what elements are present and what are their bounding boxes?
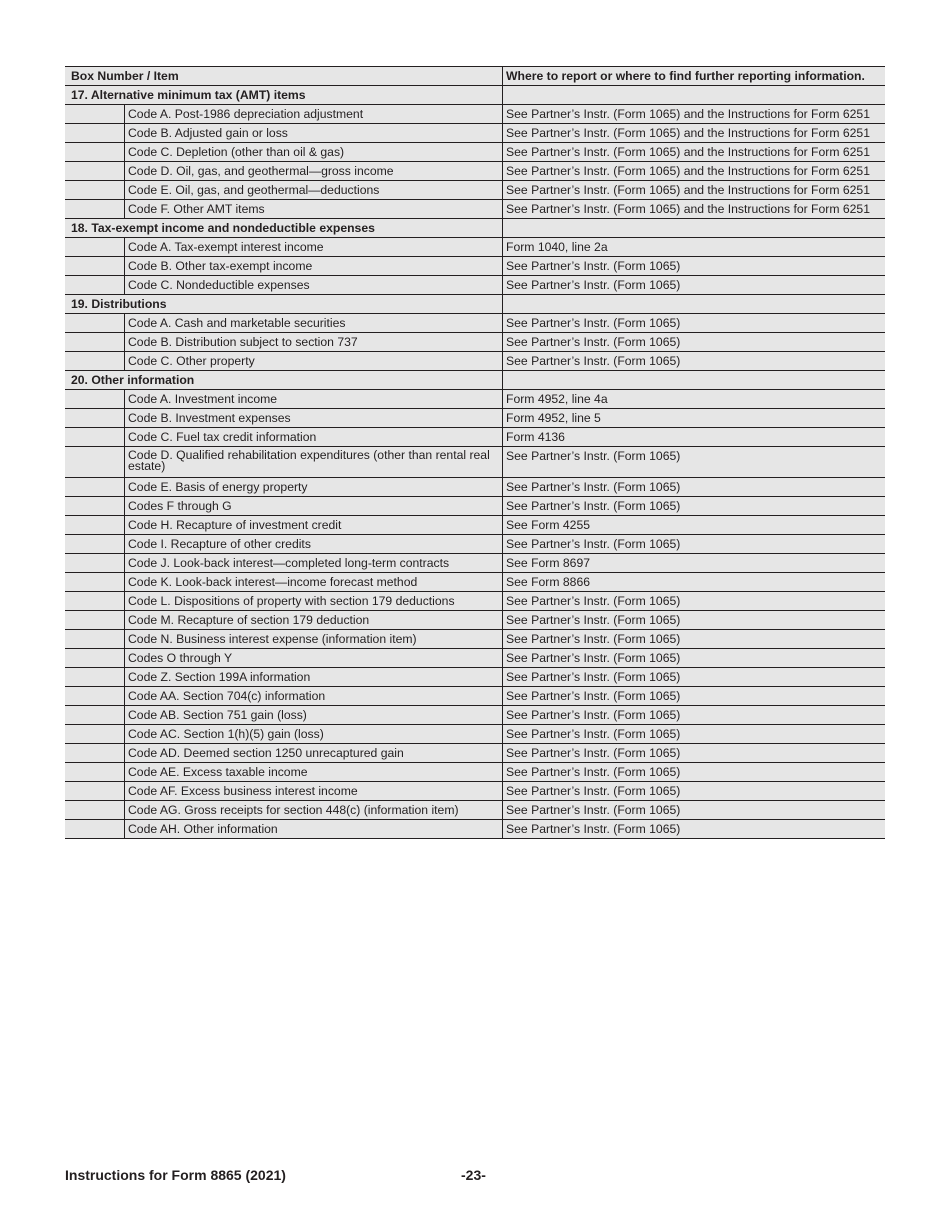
table-row bbox=[65, 497, 885, 516]
indent-cell bbox=[65, 314, 125, 332]
indent-cell bbox=[65, 592, 125, 610]
item-cell bbox=[65, 820, 503, 838]
table-row bbox=[65, 649, 885, 668]
item-cell bbox=[65, 428, 503, 446]
indent-cell bbox=[65, 409, 125, 427]
indent-cell bbox=[65, 276, 125, 294]
item-where-to-report: Form 4952, line 5 bbox=[506, 411, 601, 425]
item-cell bbox=[65, 687, 503, 705]
footer-form-title: Instructions for Form 8865 (2021) bbox=[65, 1167, 286, 1183]
item-where-to-report: See Partner’s Instr. (Form 1065) bbox=[506, 259, 681, 273]
item-code: Code AA. Section 704(c) information bbox=[128, 689, 326, 703]
table-row bbox=[65, 143, 885, 162]
section-empty-cell bbox=[503, 295, 885, 313]
table-row bbox=[65, 820, 885, 838]
table-row bbox=[65, 238, 885, 257]
item-where-to-report: See Partner’s Instr. (Form 1065) bbox=[506, 480, 681, 494]
table-row bbox=[65, 314, 885, 333]
item-cell bbox=[65, 573, 503, 591]
table-row bbox=[65, 668, 885, 687]
table-row bbox=[65, 535, 885, 554]
table-row bbox=[65, 447, 885, 478]
table-row bbox=[65, 611, 885, 630]
item-code: Code AC. Section 1(h)(5) gain (loss) bbox=[128, 727, 324, 741]
item-code: Code F. Other AMT items bbox=[128, 202, 265, 216]
item-cell bbox=[65, 763, 503, 781]
indent-cell bbox=[65, 478, 125, 496]
table-row bbox=[65, 352, 885, 371]
item-cell bbox=[65, 592, 503, 610]
item-code: Code AB. Section 751 gain (loss) bbox=[128, 708, 307, 722]
item-cell bbox=[65, 409, 503, 427]
section-title: 20. Other information bbox=[65, 371, 503, 389]
item-cell bbox=[65, 611, 503, 629]
item-cell bbox=[65, 725, 503, 743]
indent-cell bbox=[65, 782, 125, 800]
indent-cell bbox=[65, 181, 125, 199]
item-where-to-report: See Partner’s Instr. (Form 1065) bbox=[506, 316, 681, 330]
item-cell bbox=[65, 706, 503, 724]
table-row bbox=[65, 162, 885, 181]
indent-cell bbox=[65, 725, 125, 743]
indent-cell bbox=[65, 238, 125, 256]
indent-cell bbox=[65, 200, 125, 218]
indent-cell bbox=[65, 497, 125, 515]
indent-cell bbox=[65, 143, 125, 161]
item-where-to-report: See Partner’s Instr. (Form 1065) bbox=[506, 613, 681, 627]
indent-cell bbox=[65, 630, 125, 648]
item-code: Code E. Oil, gas, and geothermal—deductions bbox=[128, 183, 380, 197]
item-code: Code B. Other tax-exempt income bbox=[128, 259, 313, 273]
indent-cell bbox=[65, 257, 125, 275]
section-title: 17. Alternative minimum tax (AMT) items bbox=[65, 86, 503, 104]
item-code: Code M. Recapture of section 179 deduction bbox=[128, 613, 370, 627]
table-row bbox=[65, 782, 885, 801]
item-where-to-report: See Partner’s Instr. (Form 1065) and the Instructions for Form 6251 bbox=[506, 126, 870, 140]
table-row bbox=[65, 725, 885, 744]
table-row bbox=[65, 744, 885, 763]
table-row bbox=[65, 276, 885, 295]
indent-cell bbox=[65, 162, 125, 180]
item-where-to-report: See Partner’s Instr. (Form 1065) bbox=[506, 822, 681, 836]
table-row bbox=[65, 573, 885, 592]
indent-cell bbox=[65, 668, 125, 686]
item-cell bbox=[65, 447, 503, 477]
table-row bbox=[65, 409, 885, 428]
item-where-to-report: See Partner’s Instr. (Form 1065) bbox=[506, 765, 681, 779]
indent-cell bbox=[65, 801, 125, 819]
item-where-to-report: See Partner’s Instr. (Form 1065) bbox=[506, 670, 681, 684]
item-where-to-report: See Form 8697 bbox=[506, 556, 591, 570]
item-cell bbox=[65, 238, 503, 256]
table-row bbox=[65, 181, 885, 200]
item-code: Code N. Business interest expense (information item) bbox=[128, 632, 417, 646]
table-row bbox=[65, 706, 885, 725]
indent-cell bbox=[65, 649, 125, 667]
item-where-to-report: See Partner’s Instr. (Form 1065) bbox=[506, 689, 681, 703]
section-empty-cell bbox=[503, 86, 885, 104]
table-row bbox=[65, 257, 885, 276]
table-row bbox=[65, 124, 885, 143]
item-where-to-report: See Partner’s Instr. (Form 1065) bbox=[506, 278, 681, 292]
item-code: Code A. Investment income bbox=[128, 392, 278, 406]
table-row bbox=[65, 478, 885, 497]
item-cell bbox=[65, 314, 503, 332]
item-where-to-report: See Partner’s Instr. (Form 1065) and the Instructions for Form 6251 bbox=[506, 107, 870, 121]
item-where-to-report: See Partner’s Instr. (Form 1065) and the Instructions for Form 6251 bbox=[506, 183, 870, 197]
item-where-to-report: See Partner’s Instr. (Form 1065) bbox=[506, 537, 681, 551]
section-row bbox=[65, 295, 885, 314]
indent-cell bbox=[65, 744, 125, 762]
indent-cell bbox=[65, 333, 125, 351]
item-cell bbox=[65, 630, 503, 648]
table-header-row bbox=[65, 67, 885, 86]
table-row bbox=[65, 105, 885, 124]
item-where-to-report: Form 4136 bbox=[506, 430, 565, 444]
item-where-to-report: See Partner’s Instr. (Form 1065) and the Instructions for Form 6251 bbox=[506, 145, 870, 159]
table-row bbox=[65, 763, 885, 782]
indent-cell bbox=[65, 687, 125, 705]
item-cell bbox=[65, 124, 503, 142]
section-title: 18. Tax-exempt income and nondeductible expenses bbox=[65, 219, 503, 237]
item-cell bbox=[65, 276, 503, 294]
indent-cell bbox=[65, 428, 125, 446]
table-row bbox=[65, 630, 885, 649]
table-row bbox=[65, 428, 885, 447]
section-row bbox=[65, 371, 885, 390]
item-code: Code E. Basis of energy property bbox=[128, 480, 308, 494]
item-where-to-report: See Partner’s Instr. (Form 1065) bbox=[506, 727, 681, 741]
table-row bbox=[65, 333, 885, 352]
reporting-table bbox=[65, 66, 885, 839]
indent-cell bbox=[65, 820, 125, 838]
item-cell bbox=[65, 143, 503, 161]
item-code: Code A. Cash and marketable securities bbox=[128, 316, 346, 330]
item-code: Code H. Recapture of investment credit bbox=[128, 518, 342, 532]
item-code: Code B. Investment expenses bbox=[128, 411, 291, 425]
section-title: 19. Distributions bbox=[65, 295, 503, 313]
item-where-to-report: See Partner’s Instr. (Form 1065) bbox=[506, 708, 681, 722]
item-code: Code AE. Excess taxable income bbox=[128, 765, 308, 779]
footer-page-number: -23- bbox=[461, 1167, 486, 1183]
table-body bbox=[65, 86, 885, 838]
indent-cell bbox=[65, 352, 125, 370]
indent-cell bbox=[65, 105, 125, 123]
item-cell bbox=[65, 801, 503, 819]
item-code: Code AG. Gross receipts for section 448(c) (information item) bbox=[128, 803, 459, 817]
item-code: Code I. Recapture of other credits bbox=[128, 537, 311, 551]
item-where-to-report: Form 1040, line 2a bbox=[506, 240, 608, 254]
item-code: Codes F through G bbox=[128, 499, 232, 513]
header-box-number: Box Number / Item bbox=[65, 67, 503, 85]
item-where-to-report: See Partner’s Instr. (Form 1065) and the Instructions for Form 6251 bbox=[506, 164, 870, 178]
item-code: Code B. Distribution subject to section 737 bbox=[128, 335, 358, 349]
item-code: Code AF. Excess business interest income bbox=[128, 784, 358, 798]
item-where-to-report: See Partner’s Instr. (Form 1065) bbox=[506, 354, 681, 368]
indent-cell bbox=[65, 535, 125, 553]
indent-cell bbox=[65, 763, 125, 781]
item-where-to-report: See Partner’s Instr. (Form 1065) bbox=[506, 594, 681, 608]
item-cell bbox=[65, 649, 503, 667]
item-code: Code Z. Section 199A information bbox=[128, 670, 311, 684]
item-code: Codes O through Y bbox=[128, 651, 233, 665]
table-row bbox=[65, 592, 885, 611]
item-code: Code B. Adjusted gain or loss bbox=[128, 126, 288, 140]
item-where-to-report: See Partner’s Instr. (Form 1065) bbox=[506, 784, 681, 798]
item-where-to-report: See Partner’s Instr. (Form 1065) bbox=[506, 449, 681, 463]
table-row bbox=[65, 200, 885, 219]
item-where-to-report: See Partner’s Instr. (Form 1065) bbox=[506, 632, 681, 646]
item-code: Code AD. Deemed section 1250 unrecaptured gain bbox=[128, 746, 404, 760]
header-where-to-report: Where to report or where to find further reporting information. bbox=[506, 69, 865, 83]
indent-cell bbox=[65, 124, 125, 142]
item-cell bbox=[65, 333, 503, 351]
item-code: Code C. Fuel tax credit information bbox=[128, 430, 317, 444]
item-cell bbox=[65, 535, 503, 553]
item-cell bbox=[65, 162, 503, 180]
item-cell bbox=[65, 105, 503, 123]
indent-cell bbox=[65, 554, 125, 572]
table-row bbox=[65, 516, 885, 535]
item-code: Code C. Nondeductible expenses bbox=[128, 278, 310, 292]
table-row bbox=[65, 554, 885, 573]
item-where-to-report: See Form 4255 bbox=[506, 518, 591, 532]
item-code: Code AH. Other information bbox=[128, 822, 278, 836]
item-cell bbox=[65, 497, 503, 515]
item-code: Code J. Look-back interest—completed long-term contracts bbox=[128, 556, 450, 570]
indent-cell bbox=[65, 573, 125, 591]
indent-cell bbox=[65, 390, 125, 408]
section-row bbox=[65, 86, 885, 105]
indent-cell bbox=[65, 516, 125, 534]
item-where-to-report: See Partner’s Instr. (Form 1065) bbox=[506, 746, 681, 760]
item-code: Code C. Depletion (other than oil & gas) bbox=[128, 145, 345, 159]
item-cell bbox=[65, 668, 503, 686]
section-empty-cell bbox=[503, 371, 885, 389]
item-cell bbox=[65, 181, 503, 199]
indent-cell bbox=[65, 706, 125, 724]
item-where-to-report: See Partner’s Instr. (Form 1065) bbox=[506, 651, 681, 665]
indent-cell bbox=[65, 447, 125, 477]
item-cell bbox=[65, 257, 503, 275]
item-code: Code A. Post-1986 depreciation adjustment bbox=[128, 107, 364, 121]
item-where-to-report: Form 4952, line 4a bbox=[506, 392, 608, 406]
item-code: Code C. Other property bbox=[128, 354, 255, 368]
item-where-to-report: See Partner’s Instr. (Form 1065) bbox=[506, 499, 681, 513]
item-cell bbox=[65, 782, 503, 800]
table-row bbox=[65, 390, 885, 409]
item-code: Code K. Look-back interest—income forecast method bbox=[128, 575, 418, 589]
section-row bbox=[65, 219, 885, 238]
item-where-to-report: See Partner’s Instr. (Form 1065) bbox=[506, 335, 681, 349]
item-cell bbox=[65, 200, 503, 218]
item-where-to-report: See Form 8866 bbox=[506, 575, 591, 589]
item-code: Code A. Tax-exempt interest income bbox=[128, 240, 324, 254]
item-where-to-report: See Partner’s Instr. (Form 1065) and the Instructions for Form 6251 bbox=[506, 202, 870, 216]
section-empty-cell bbox=[503, 219, 885, 237]
indent-cell bbox=[65, 611, 125, 629]
item-cell bbox=[65, 554, 503, 572]
table-row bbox=[65, 801, 885, 820]
item-cell bbox=[65, 390, 503, 408]
item-where-to-report: See Partner’s Instr. (Form 1065) bbox=[506, 803, 681, 817]
item-code: Code L. Dispositions of property with section 179 deductions bbox=[128, 594, 455, 608]
item-code: Code D. Oil, gas, and geothermal—gross income bbox=[128, 164, 394, 178]
item-cell bbox=[65, 744, 503, 762]
item-cell bbox=[65, 352, 503, 370]
table-row bbox=[65, 687, 885, 706]
item-cell bbox=[65, 478, 503, 496]
item-cell bbox=[65, 516, 503, 534]
item-code: Code D. Qualified rehabilitation expenditures (other than rental real estate) bbox=[128, 448, 490, 473]
